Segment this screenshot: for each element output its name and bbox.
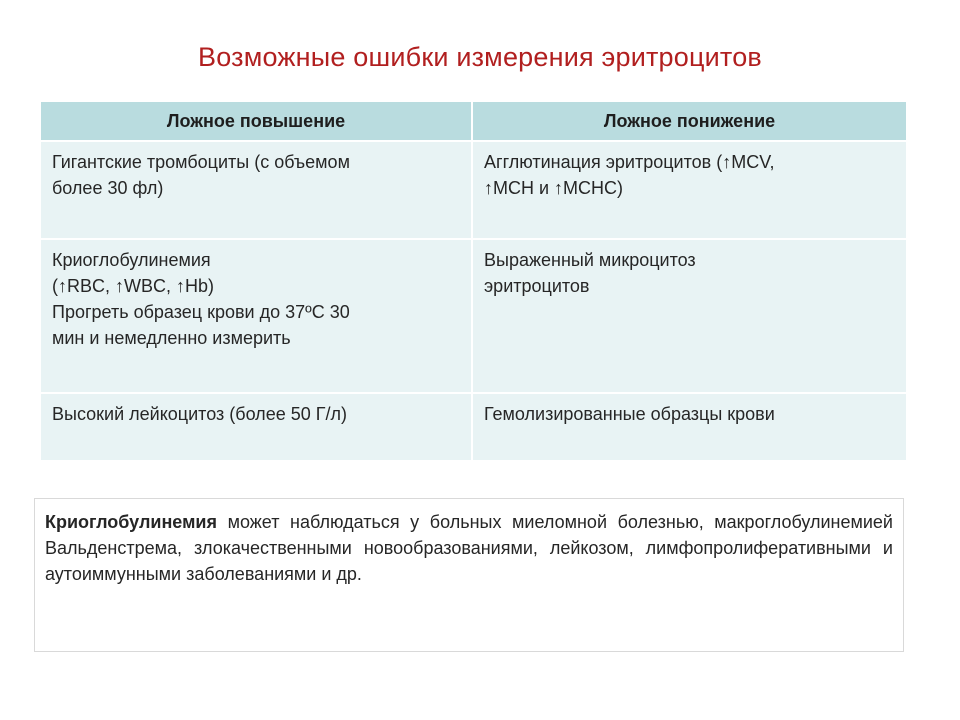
table-cell: Криоглобулинемия (↑RBC, ↑WBC, ↑Hb) Прогреть образец крови до 37ºC 30 мин и немедленно измерить: [41, 239, 472, 393]
errors-table: [41, 102, 906, 462]
table-header-row: [41, 102, 906, 141]
table-cell: Агглютинация эритроцитов (↑MCV, ↑MCH и ↑MCHC): [472, 141, 906, 239]
note-bold-term: Криоглобулинемия: [45, 512, 217, 532]
table-row: [41, 393, 906, 461]
table-cell: Высокий лейкоцитоз (более 50 Г/л): [41, 393, 472, 461]
table-cell: Гемолизированные образцы крови: [472, 393, 906, 461]
note-text: может наблюдаться у больных миеломной болезнью, макроглобулинемией Вальденстрема, злокачественными новообразованиями, лейкозом, лимфопролиферативными и аутоиммунными заболеваниями и др.: [45, 512, 893, 584]
table-row: [41, 239, 906, 393]
table-row: [41, 141, 906, 239]
table-cell: Выраженный микроцитоз эритроцитов: [472, 239, 906, 393]
table-cell: Гигантские тромбоциты (с объемом более 30 фл): [41, 141, 472, 239]
header-false-decrease: Ложное понижение: [472, 102, 906, 141]
slide-title: Возможные ошибки измерения эритроцитов: [198, 42, 762, 72]
header-false-increase: Ложное повышение: [41, 102, 472, 141]
note-box: [34, 498, 904, 652]
